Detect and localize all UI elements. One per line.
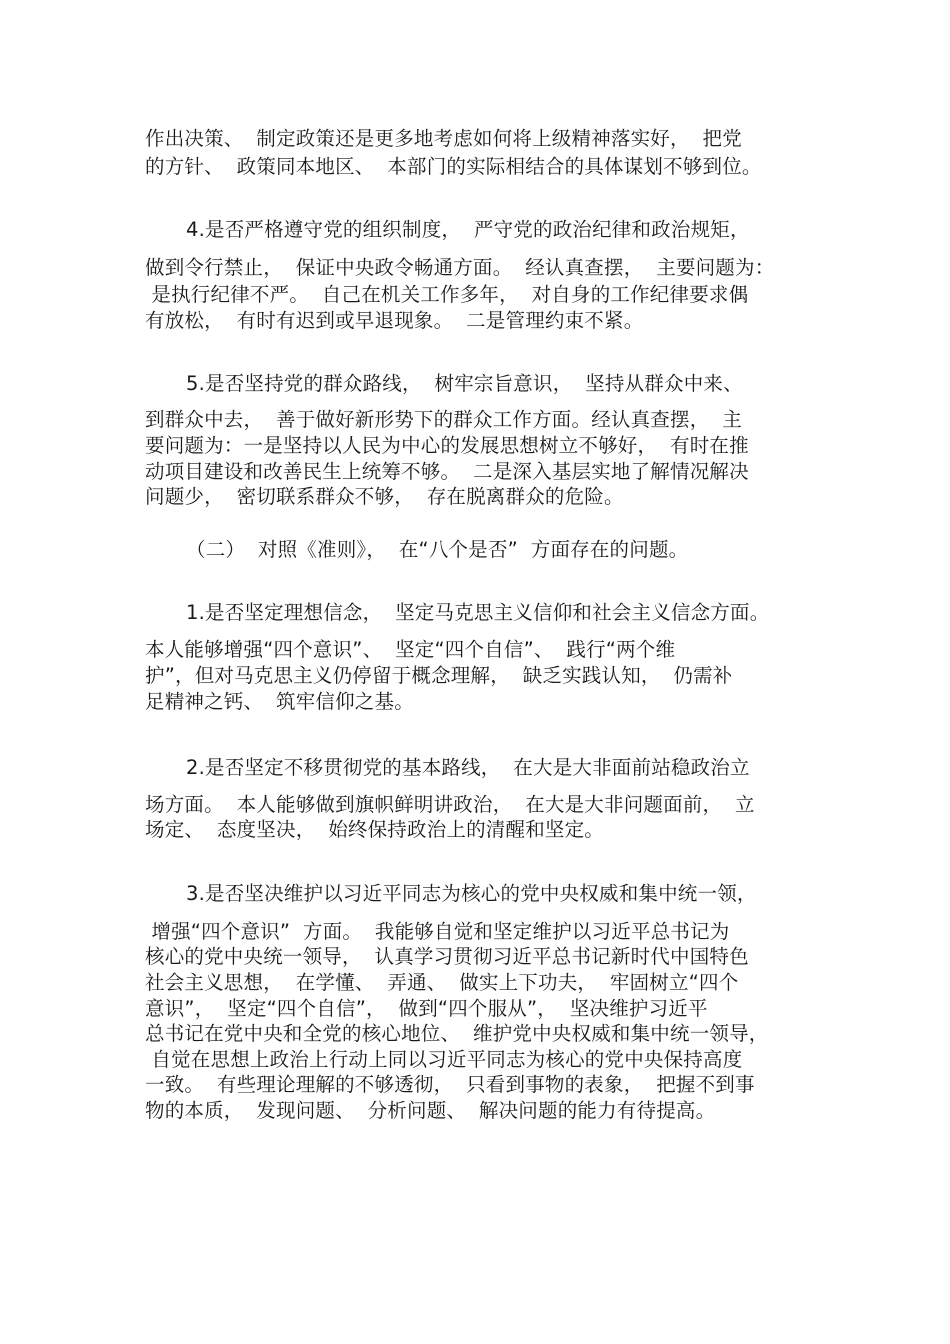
text-line: 有放松， 有时有迟到或早退现象。 二是管理约束不紧。: [145, 309, 644, 332]
paragraph-heading-line: 4.是否严格遵守党的组织制度， 严守党的政治纪律和政治规矩，: [186, 218, 750, 241]
text-line: 场定、 态度坚决， 始终保持政治上的清醒和坚定。: [145, 818, 604, 841]
text-line: 护”，但对马克思主义仍停留于概念理解， 缺乏实践认知， 仍需补: [145, 664, 733, 687]
text-line: 社会主义思想， 在学懂、 弄通、 做实上下功夫， 牢固树立“四个: [145, 971, 739, 994]
text-line: 本人能够增强“四个意识”、 坚定“四个自信”、 践行“两个维: [145, 638, 676, 661]
text-line: 自觉在思想上政治上行动上同以习近平同志为核心的党中央保持高度: [145, 1048, 743, 1071]
text-line: 核心的党中央统一领导， 认真学习贯彻习近平总书记新时代中国特色: [145, 945, 749, 968]
text-line: 问题少， 密切联系群众不够， 存在脱离群众的危险。: [145, 485, 624, 508]
text-line: 动项目建设和改善民生上统筹不够。 二是深入基层实地了解情况解决: [145, 460, 749, 483]
text-line: 是执行纪律不严。 自己在机关工作多年， 对自身的工作纪律要求偶: [145, 283, 749, 306]
text-line: 一致。 有些理论理解的不够透彻， 只看到事物的表象， 把握不到事: [145, 1073, 755, 1096]
text-line: 物的本质， 发现问题、 分析问题、 解决问题的能力有待提高。: [145, 1099, 716, 1122]
text-line: 作出决策、 制定政策还是更多地考虑如何将上级精神落实好， 把党: [145, 127, 742, 150]
paragraph-heading-line: 5.是否坚持党的群众路线， 树牢宗旨意识， 坚持从群众中来、: [186, 372, 743, 395]
text-line: 到群众中去， 善于做好新形势下的群众工作方面。经认真查摆， 主: [145, 408, 742, 431]
text-line: 足精神之钙、 筑牢信仰之基。: [145, 690, 414, 713]
text-line: 总书记在党中央和全党的核心地位、 维护党中央权威和集中统一领导，: [145, 1022, 769, 1045]
paragraph-heading-line: 3.是否坚决维护以习近平同志为核心的党中央权威和集中统一领，: [186, 882, 757, 905]
text-line: 增强“四个意识” 方面。 我能够自觉和坚定维护以习近平总书记为: [145, 920, 730, 943]
text-line: 场方面。 本人能够做到旗帜鲜明讲政治， 在大是大非问题面前， 立: [145, 793, 755, 816]
section-heading-line: （二） 对照《准则》， 在“八个是否” 方面存在的问题。: [186, 538, 689, 561]
text-line: 做到令行禁止， 保证中央政令畅通方面。 经认真查摆， 主要问题为：: [145, 256, 775, 279]
text-line: 意识”， 坚定“四个自信”， 做到“四个服从”， 坚决维护习近平: [145, 997, 708, 1020]
text-line: 要问题为：一是坚持以人民为中心的发展思想树立不够好， 有时在推: [145, 434, 749, 457]
paragraph-heading-line: 1.是否坚定理想信念， 坚定马克思主义信仰和社会主义信念方面。: [186, 601, 770, 624]
paragraph-heading-line: 2.是否坚定不移贯彻党的基本路线， 在大是大非面前站稳政治立: [186, 756, 750, 779]
text-line: 的方针、 政策同本地区、 本部门的实际相结合的具体谋划不够到位。: [145, 155, 762, 178]
